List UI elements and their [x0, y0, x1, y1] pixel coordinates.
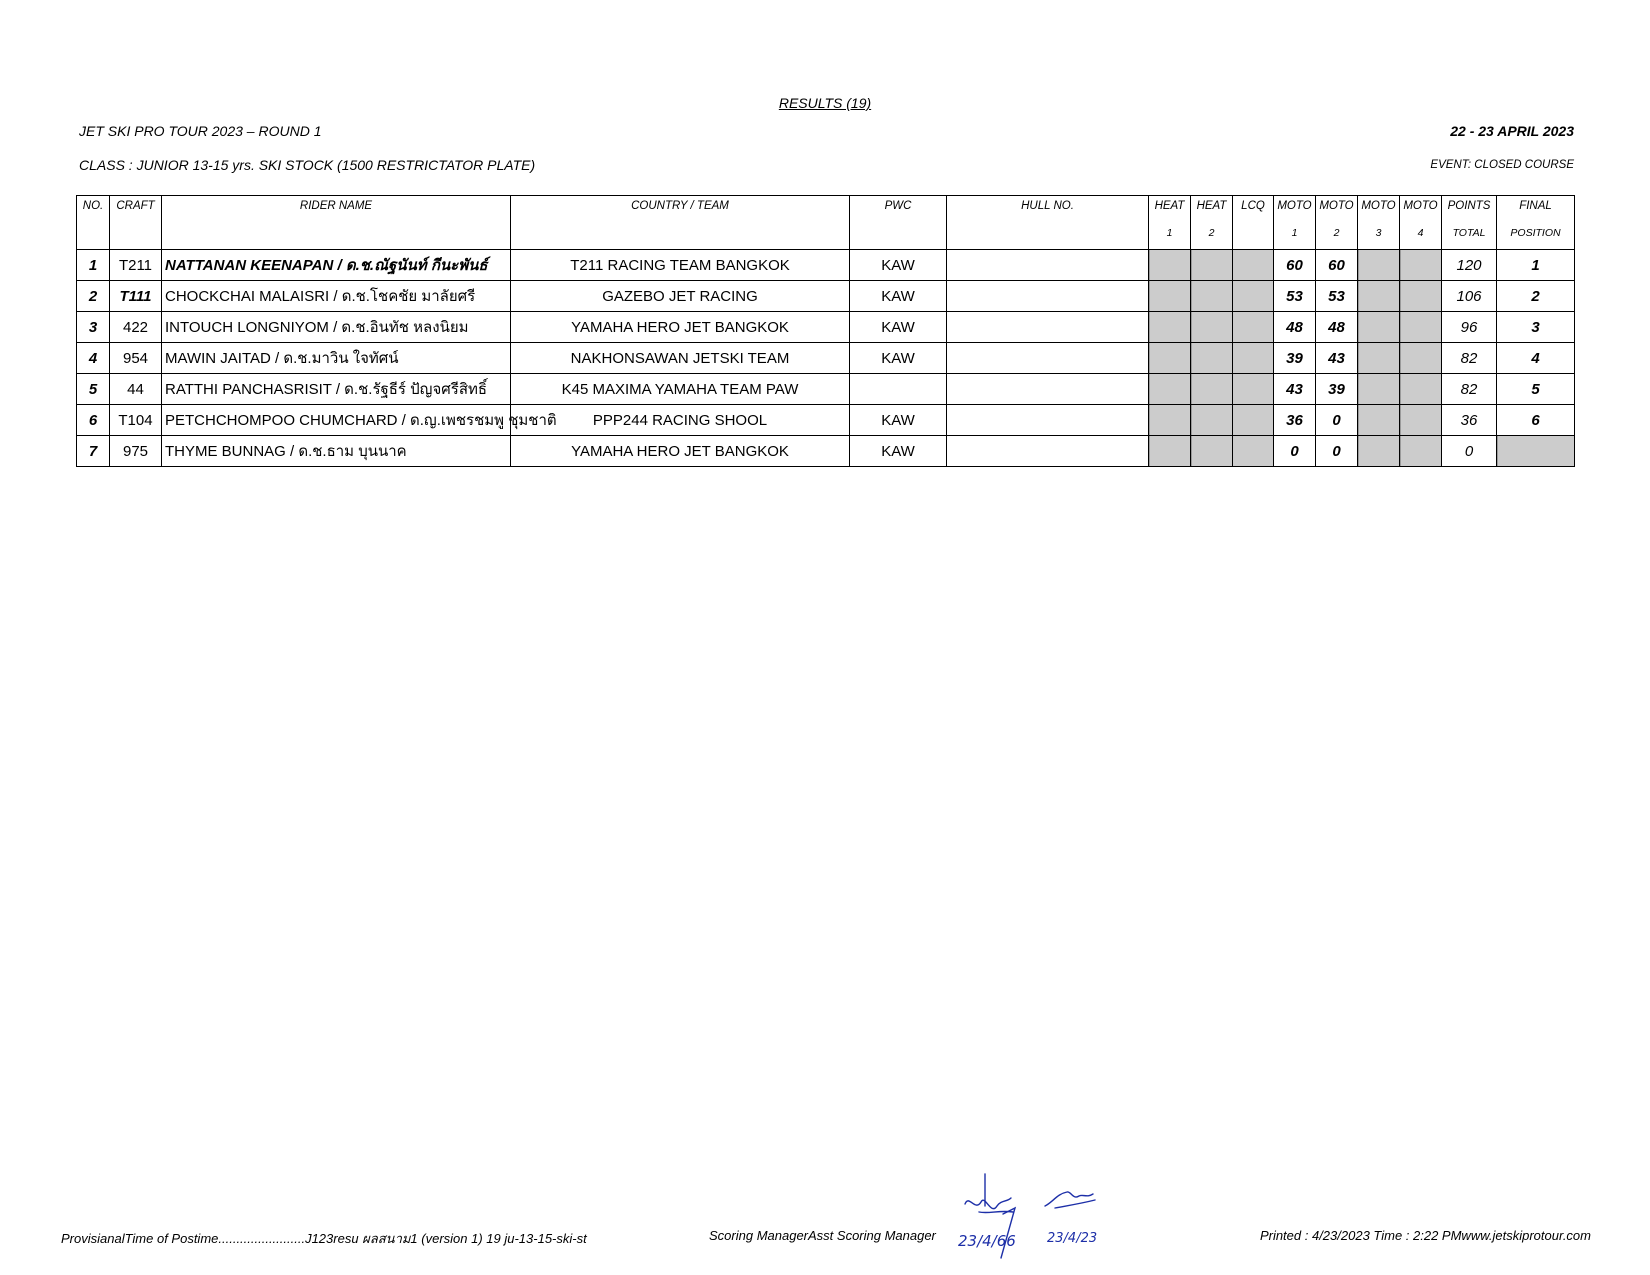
col-moto3: MOTO: [1358, 196, 1400, 226]
cell-moto3: [1358, 343, 1400, 374]
cell-points: 96: [1442, 312, 1497, 343]
cell-moto3: [1358, 281, 1400, 312]
col-points: POINTS: [1442, 196, 1497, 226]
cell-hull: [947, 281, 1149, 312]
col-no: NO.: [77, 196, 110, 250]
signature-date-2: 23/4/23: [1047, 1231, 1098, 1246]
col-heat2: HEAT: [1191, 196, 1233, 226]
cell-heat2: [1191, 436, 1233, 467]
cell-rider: THYME BUNNAG / ด.ช.ธาม บุนนาค: [162, 436, 511, 467]
cell-lcq: [1233, 281, 1274, 312]
table-body: [77, 250, 1575, 467]
col-rider: RIDER NAME: [162, 196, 511, 250]
cell-hull: [947, 312, 1149, 343]
cell-team: GAZEBO JET RACING: [511, 281, 850, 312]
cell-moto3: [1358, 374, 1400, 405]
col-moto4-sub: 4: [1400, 225, 1442, 250]
cell-final: 3: [1497, 312, 1575, 343]
cell-pwc: KAW: [850, 281, 947, 312]
cell-heat2: [1191, 374, 1233, 405]
cell-points: 106: [1442, 281, 1497, 312]
cell-moto1: 53: [1274, 281, 1316, 312]
cell-final: [1497, 436, 1575, 467]
col-final: FINAL: [1497, 196, 1575, 226]
cell-points: 36: [1442, 405, 1497, 436]
cell-moto2: 53: [1316, 281, 1358, 312]
col-points-sub: TOTAL: [1442, 225, 1497, 250]
cell-pwc: KAW: [850, 436, 947, 467]
cell-hull: [947, 250, 1149, 281]
table-row: [77, 312, 1575, 343]
cell-moto3: [1358, 436, 1400, 467]
cell-pwc: KAW: [850, 250, 947, 281]
class-name: CLASS : JUNIOR 13-15 yrs. SKI STOCK (1500 RESTRICTATOR PLATE): [79, 157, 536, 173]
cell-rider: NATTANAN KEENAPAN / ด.ช.ณัฐนันท์ กีนะพันธ์: [162, 250, 511, 281]
cell-hull: [947, 374, 1149, 405]
cell-craft: 422: [110, 312, 162, 343]
footer-left: ProvisianalTime of Postime........................J123resu ผลสนาม1 (version 1) 19 ju-13-15-ski-st: [61, 1231, 587, 1246]
col-lcq: LCQ: [1233, 196, 1274, 250]
col-team: COUNTRY / TEAM: [511, 196, 850, 250]
cell-no: 2: [77, 281, 110, 312]
cell-moto4: [1400, 343, 1442, 374]
table-row: [77, 281, 1575, 312]
cell-no: 5: [77, 374, 110, 405]
col-heat1-sub: 1: [1149, 225, 1191, 250]
cell-moto3: [1358, 312, 1400, 343]
cell-team: YAMAHA HERO JET BANGKOK: [511, 312, 850, 343]
col-moto1-sub: 1: [1274, 225, 1316, 250]
cell-no: 4: [77, 343, 110, 374]
cell-no: 1: [77, 250, 110, 281]
handwritten-signature: [955, 1172, 1135, 1262]
cell-heat2: [1191, 343, 1233, 374]
cell-moto1: 0: [1274, 436, 1316, 467]
results-table: [76, 195, 1575, 467]
table-row: [77, 436, 1575, 467]
cell-final: 4: [1497, 343, 1575, 374]
col-moto2-sub: 2: [1316, 225, 1358, 250]
col-heat1: HEAT: [1149, 196, 1191, 226]
cell-rider: RATTHI PANCHASRISIT / ด.ช.รัฐธีร์ ปัญจศรีสิทธิ์: [162, 374, 511, 405]
cell-points: 82: [1442, 343, 1497, 374]
col-final-sub: POSITION: [1497, 225, 1575, 250]
footer-middle: Scoring ManagerAsst Scoring Manager: [709, 1228, 936, 1243]
cell-moto4: [1400, 250, 1442, 281]
cell-points: 120: [1442, 250, 1497, 281]
cell-heat1: [1149, 312, 1191, 343]
cell-lcq: [1233, 436, 1274, 467]
table-header-row: [77, 196, 1575, 226]
cell-moto1: 36: [1274, 405, 1316, 436]
cell-moto2: 0: [1316, 405, 1358, 436]
cell-heat1: [1149, 343, 1191, 374]
cell-no: 7: [77, 436, 110, 467]
cell-heat1: [1149, 250, 1191, 281]
cell-pwc: KAW: [850, 312, 947, 343]
cell-heat2: [1191, 250, 1233, 281]
cell-rider: INTOUCH LONGNIYOM / ด.ช.อินทัช หลงนิยม: [162, 312, 511, 343]
cell-heat2: [1191, 281, 1233, 312]
cell-moto3: [1358, 250, 1400, 281]
cell-rider: CHOCKCHAI MALAISRI / ด.ช.โชคชัย มาลัยศรี: [162, 281, 511, 312]
cell-final: 2: [1497, 281, 1575, 312]
table-row: [77, 374, 1575, 405]
cell-lcq: [1233, 374, 1274, 405]
cell-craft: T104: [110, 405, 162, 436]
table-row: [77, 405, 1575, 436]
col-hull: HULL NO.: [947, 196, 1149, 250]
cell-moto2: 0: [1316, 436, 1358, 467]
cell-lcq: [1233, 250, 1274, 281]
cell-rider: MAWIN JAITAD / ด.ช.มาวิน ใจทัศน์: [162, 343, 511, 374]
col-craft: CRAFT: [110, 196, 162, 250]
cell-hull: [947, 436, 1149, 467]
cell-craft: 44: [110, 374, 162, 405]
cell-heat2: [1191, 312, 1233, 343]
cell-no: 6: [77, 405, 110, 436]
cell-moto4: [1400, 281, 1442, 312]
cell-craft: T111: [110, 281, 162, 312]
cell-team: YAMAHA HERO JET BANGKOK: [511, 436, 850, 467]
table-row: [77, 343, 1575, 374]
cell-pwc: KAW: [850, 343, 947, 374]
col-moto4: MOTO: [1400, 196, 1442, 226]
cell-points: 82: [1442, 374, 1497, 405]
cell-heat2: [1191, 405, 1233, 436]
cell-lcq: [1233, 312, 1274, 343]
cell-heat1: [1149, 436, 1191, 467]
cell-lcq: [1233, 405, 1274, 436]
cell-team: NAKHONSAWAN JETSKI TEAM: [511, 343, 850, 374]
cell-rider: PETCHCHOMPOO CHUMCHARD / ด.ญ.เพชรชมพู ชุมชาติ: [162, 405, 511, 436]
cell-moto1: 60: [1274, 250, 1316, 281]
cell-moto2: 43: [1316, 343, 1358, 374]
event-type: EVENT: CLOSED COURSE: [1430, 159, 1574, 171]
cell-team: K45 MAXIMA YAMAHA TEAM PAW: [511, 374, 850, 405]
cell-moto3: [1358, 405, 1400, 436]
cell-craft: T211: [110, 250, 162, 281]
cell-team: PPP244 RACING SHOOL: [511, 405, 850, 436]
footer-right: Printed : 4/23/2023 Time : 2:22 PMwww.jetskiprotour.com: [1259, 1228, 1591, 1243]
cell-moto1: 39: [1274, 343, 1316, 374]
signature-date-1: 23/4/66: [958, 1232, 1016, 1250]
cell-lcq: [1233, 343, 1274, 374]
cell-moto4: [1400, 436, 1442, 467]
cell-moto2: 39: [1316, 374, 1358, 405]
results-title: RESULTS (19): [778, 95, 872, 111]
cell-moto1: 48: [1274, 312, 1316, 343]
col-heat2-sub: 2: [1191, 225, 1233, 250]
cell-craft: 954: [110, 343, 162, 374]
cell-moto4: [1400, 312, 1442, 343]
col-moto2: MOTO: [1316, 196, 1358, 226]
cell-moto4: [1400, 405, 1442, 436]
cell-no: 3: [77, 312, 110, 343]
event-date: 22 - 23 APRIL 2023: [1450, 123, 1574, 139]
cell-moto2: 48: [1316, 312, 1358, 343]
cell-craft: 975: [110, 436, 162, 467]
cell-moto4: [1400, 374, 1442, 405]
cell-final: 6: [1497, 405, 1575, 436]
cell-heat1: [1149, 281, 1191, 312]
cell-points: 0: [1442, 436, 1497, 467]
cell-heat1: [1149, 374, 1191, 405]
cell-pwc: KAW: [850, 405, 947, 436]
cell-final: 1: [1497, 250, 1575, 281]
cell-moto2: 60: [1316, 250, 1358, 281]
cell-hull: [947, 343, 1149, 374]
col-moto1: MOTO: [1274, 196, 1316, 226]
cell-hull: [947, 405, 1149, 436]
cell-team: T211 RACING TEAM BANGKOK: [511, 250, 850, 281]
cell-final: 5: [1497, 374, 1575, 405]
table-row: [77, 250, 1575, 281]
col-moto3-sub: 3: [1358, 225, 1400, 250]
cell-moto1: 43: [1274, 374, 1316, 405]
cell-pwc: [850, 374, 947, 405]
cell-heat1: [1149, 405, 1191, 436]
event-name: JET SKI PRO TOUR 2023 – ROUND 1: [79, 123, 322, 139]
col-pwc: PWC: [850, 196, 947, 250]
